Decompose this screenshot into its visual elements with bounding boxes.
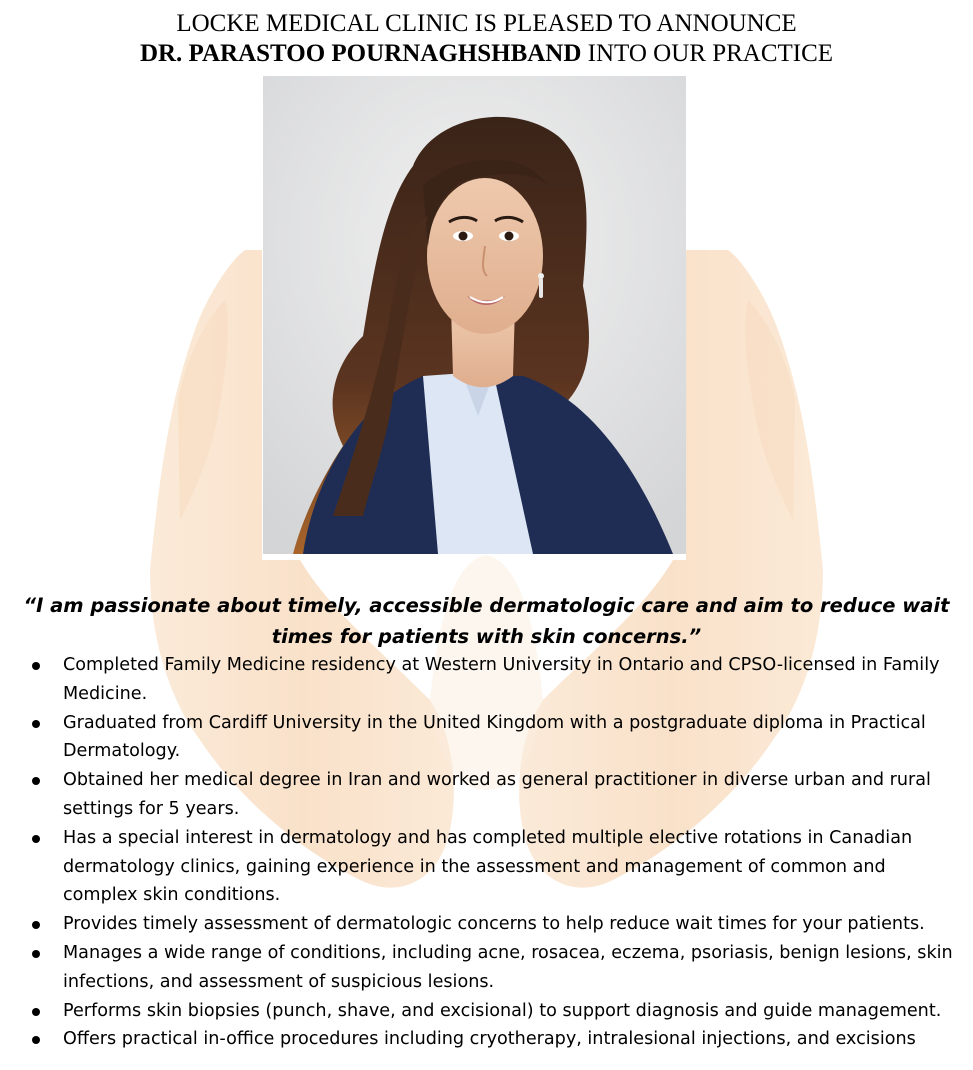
bullet-icon: [32, 950, 40, 958]
list-item-text: Manages a wide range of conditions, including acne, rosacea, eczema, psoriasis, benign lesions, skin infections, and assessment of suspicious lesions.: [63, 942, 953, 992]
doctor-portrait-icon: [263, 76, 686, 554]
list-item-text: Graduated from Cardiff University in the United Kingdom with a postgraduate diploma in Practical Dermatology.: [63, 712, 926, 762]
list-item-text: Provides timely assessment of dermatologic concerns to help reduce wait times for your patients.: [63, 914, 925, 935]
bullet-icon: [32, 921, 40, 929]
bullet-icon: [32, 777, 40, 785]
bullet-icon: [32, 720, 40, 728]
announcement-header: [0, 9, 973, 69]
list-item: [28, 910, 958, 939]
list-item: [28, 939, 958, 997]
list-item: [28, 997, 958, 1026]
list-item-text: Obtained her medical degree in Iran and worked as general practitioner in diverse urban and rural settings for 5 years.: [63, 770, 931, 819]
list-item: [28, 651, 958, 709]
list-item-text: Offers practical in-office procedures including cryotherapy, intralesional injections, and excisions: [63, 1029, 916, 1050]
announcement-line: LOCKE MEDICAL CLINIC IS PLEASED TO ANNOUNCE: [176, 10, 797, 37]
list-item: [28, 824, 958, 910]
announcement-suffix: INTO OUR PRACTICE: [581, 40, 834, 67]
credentials-list: [28, 651, 958, 1054]
list-item-text: Performs skin biopsies (punch, shave, and excisional) to support diagnosis and guide management.: [63, 1000, 942, 1021]
list-item-text: Completed Family Medicine residency at Western University in Ontario and CPSO-licensed in Family Medicine.: [63, 655, 940, 704]
bullet-icon: [32, 1008, 40, 1016]
doctor-quote: “I am passionate about timely, accessible dermatologic care and aim to reduce wait times for patients with skin concerns.”: [23, 594, 950, 648]
announcement-line-2: [140, 40, 833, 67]
doctor-portrait-photo: [263, 76, 686, 554]
doctor-name: DR. PARASTOO POURNAGHSHBAND: [139, 40, 582, 67]
list-item: [28, 766, 958, 824]
list-item-text: Has a special interest in dermatology and has completed multiple elective rotations in Canadian dermatology clinics, gaining experience in the assessment and management of common and complex skin conditions.: [63, 827, 913, 906]
list-item: [28, 1025, 958, 1054]
list-item: [28, 709, 958, 767]
bullet-icon: [32, 835, 40, 843]
bullet-icon: [32, 1036, 40, 1044]
bullet-icon: [32, 662, 40, 670]
